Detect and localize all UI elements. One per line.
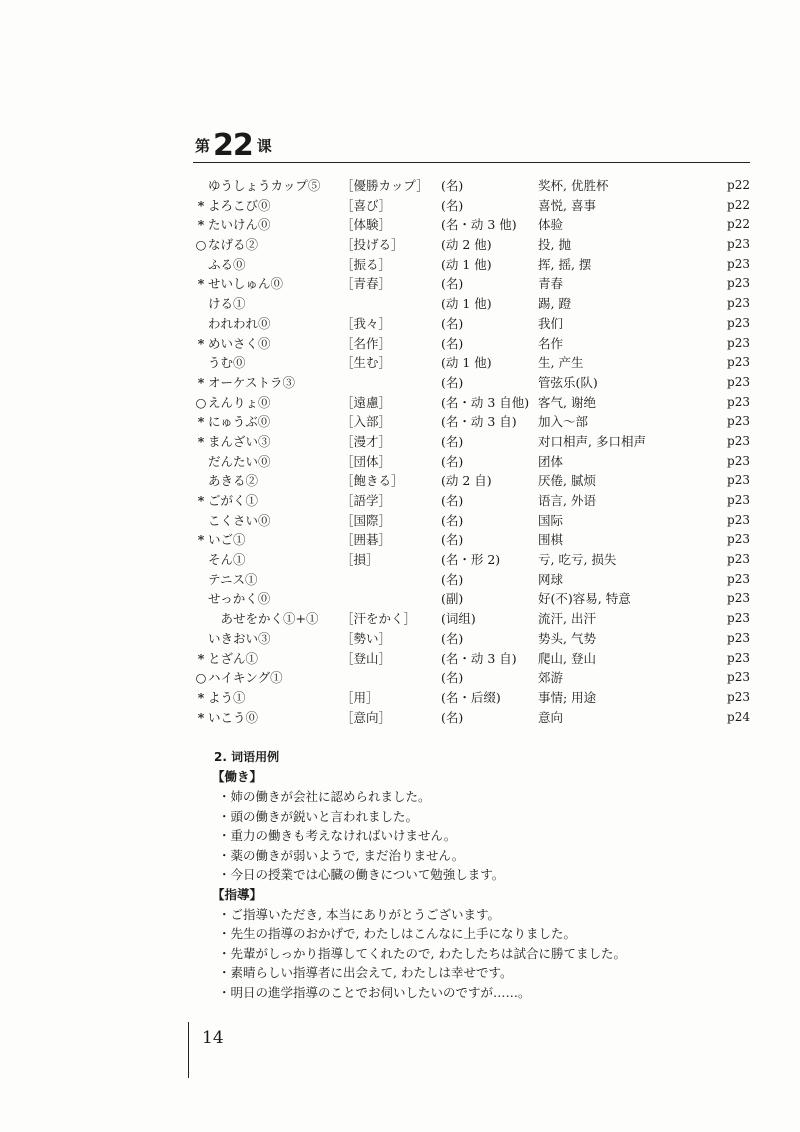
entry-part-of-speech: (动 1 他) [441, 296, 492, 312]
entry-mark: * [197, 689, 205, 705]
lesson-suffix: 课 [256, 137, 272, 155]
entry-part-of-speech: (名・动 3 自) [441, 414, 517, 430]
entry-meaning: 对口相声, 多口相声 [538, 433, 646, 449]
entry-page-ref: p23 [727, 335, 750, 350]
vocab-row [0, 649, 800, 669]
entry-reading: ける① [208, 296, 246, 312]
entry-kanji: ［語学］ [341, 493, 392, 508]
entry-meaning: 事情; 用途 [538, 689, 597, 705]
entry-page-ref: p23 [727, 355, 750, 370]
vocab-row [0, 215, 800, 235]
vocab-row [0, 589, 800, 609]
entry-part-of-speech: (名) [441, 315, 464, 331]
entry-reading: まんざい③ [208, 433, 271, 449]
entry-page-ref: p23 [727, 630, 750, 645]
entry-part-of-speech: (名) [441, 433, 464, 449]
entry-reading: ゆうしょうカップ⑤ [208, 178, 321, 193]
example-sentence: ・先輩がしっかり指導してくれたので, わたしたちは試合に勝てました。 [218, 945, 626, 961]
entry-part-of-speech: (名) [441, 512, 464, 528]
entry-reading: そん① [208, 552, 246, 568]
entry-reading: いこう⓪ [208, 709, 259, 725]
vocab-row [0, 255, 800, 275]
entry-meaning: 国际 [538, 512, 564, 528]
example-sentence: ・今日の授業では心臓の働きについて勉強します。 [218, 867, 505, 882]
entry-part-of-speech: (名) [441, 197, 464, 213]
entry-mark: * [197, 709, 205, 725]
entry-mark: ○ [195, 237, 207, 253]
entry-reading: よう① [208, 689, 246, 705]
entry-part-of-speech: (名) [441, 453, 464, 469]
entry-reading: こくさい⓪ [208, 512, 271, 528]
entry-page-ref: p23 [727, 256, 750, 271]
entry-page-ref: p23 [727, 493, 750, 507]
vocab-row [0, 176, 800, 196]
entry-reading: ハイキング① [208, 670, 283, 686]
entry-meaning: 名作 [538, 335, 564, 351]
entry-part-of-speech: (名) [441, 630, 464, 646]
entry-page-ref: p22 [727, 197, 750, 212]
vocab-row [0, 274, 800, 294]
entry-kanji: ［入部］ [341, 414, 392, 430]
entry-page-ref: p23 [727, 571, 750, 586]
entry-part-of-speech: (名) [441, 276, 464, 292]
vocab-row [0, 314, 800, 334]
lesson-prefix: 第 [195, 137, 211, 155]
entry-meaning: 好(不)容易, 特意 [538, 591, 631, 607]
example-sentence: ・明日の進学指導のことでお伺いしたいのですが……。 [218, 984, 531, 1000]
entry-kanji: ［名作］ [341, 335, 392, 351]
footer-rule [188, 1022, 189, 1078]
entry-meaning: 亏, 吃亏, 损失 [538, 552, 617, 568]
entry-reading: ふる⓪ [208, 256, 246, 272]
entry-reading: にゅうぶ⓪ [208, 414, 271, 430]
entry-kanji: ［損］ [341, 552, 379, 568]
entry-reading: めいさく⓪ [208, 335, 271, 351]
entry-kanji: ［我々］ [341, 315, 392, 331]
entry-kanji: ［優勝カップ］ [341, 178, 429, 193]
entry-reading: だんたい⓪ [208, 453, 271, 469]
page-number: 14 [202, 1028, 224, 1048]
entry-page-ref: p23 [727, 237, 750, 252]
vocab-row [0, 688, 800, 708]
entry-kanji: ［囲碁］ [341, 532, 392, 548]
entry-page-ref: p23 [727, 650, 750, 665]
entry-reading: いご① [208, 532, 246, 548]
entry-meaning: 管弦乐(队) [538, 374, 598, 390]
vocab-row [0, 393, 800, 413]
entry-part-of-speech: (名) [441, 670, 464, 686]
vocabulary-list [0, 176, 800, 727]
entry-page-ref: p22 [727, 217, 750, 232]
entry-part-of-speech: (名) [441, 709, 464, 725]
entry-kanji: ［登山］ [341, 650, 392, 666]
entry-reading: えんりょ⓪ [208, 394, 271, 410]
usage-examples-section [214, 747, 754, 1002]
vocab-row [0, 373, 800, 393]
entry-part-of-speech: (名・动 3 他) [441, 217, 517, 233]
entry-page-ref: p23 [727, 473, 750, 488]
vocab-row [0, 294, 800, 314]
vocab-row [0, 570, 800, 590]
example-sentence: ・ご指導いただき, 本当にありがとうございます。 [218, 906, 500, 922]
example-groups [214, 767, 754, 1002]
entry-page-ref: p23 [727, 512, 750, 527]
entry-part-of-speech: (动 2 他) [441, 237, 492, 253]
entry-page-ref: p23 [727, 689, 750, 704]
entry-meaning: 语言, 外语 [538, 493, 596, 508]
entry-reading: オーケストラ③ [208, 374, 296, 390]
entry-reading: われわれ⓪ [208, 315, 271, 331]
entry-page-ref: p23 [727, 552, 750, 567]
entry-part-of-speech: (动 2 自) [441, 473, 492, 489]
group-heading: 【指導】 [212, 886, 263, 902]
entry-page-ref: p23 [727, 414, 750, 429]
example-sentence: ・先生の指導のおかげで, わたしはこんなに上手になりました。 [218, 926, 576, 941]
entry-meaning: 奖杯, 优胜杯 [538, 178, 609, 193]
entry-meaning: 客气, 谢绝 [538, 394, 596, 410]
group-heading: 【働き】 [212, 769, 263, 784]
entry-reading: あきる② [208, 473, 259, 489]
entry-kanji: ［体験］ [341, 217, 392, 233]
entry-meaning: 挥, 摇, 摆 [538, 256, 592, 272]
entry-meaning: 体验 [538, 217, 564, 233]
entry-mark: * [197, 217, 205, 233]
entry-meaning: 意向 [538, 709, 564, 725]
vocab-row [0, 629, 800, 649]
entry-meaning: 势头, 气势 [538, 630, 596, 646]
entry-mark: * [197, 433, 205, 449]
entry-page-ref: p23 [727, 453, 750, 468]
entry-reading: せっかく⓪ [208, 591, 271, 607]
entry-page-ref: p22 [727, 178, 750, 192]
entry-page-ref: p23 [727, 532, 750, 547]
vocab-row [0, 235, 800, 255]
entry-meaning: 加入～部 [538, 414, 589, 430]
entry-kanji: ［団体］ [341, 453, 392, 469]
vocab-row [0, 708, 800, 728]
entry-reading: なげる② [208, 237, 259, 253]
entry-reading: テニス① [208, 571, 258, 587]
entry-kanji: ［生む］ [341, 355, 392, 371]
vocab-row [0, 452, 800, 472]
entry-page-ref: p23 [727, 276, 750, 291]
entry-meaning: 投, 抛 [538, 237, 571, 253]
entry-meaning: 踢, 蹬 [538, 296, 571, 312]
entry-mark: * [197, 335, 205, 351]
entry-part-of-speech: (名) [441, 335, 464, 351]
entry-page-ref: p23 [727, 296, 750, 311]
vocab-row [0, 609, 800, 629]
entry-page-ref: p24 [727, 709, 750, 724]
vocab-row [0, 550, 800, 570]
vocab-row [0, 471, 800, 491]
entry-mark: * [197, 197, 205, 213]
entry-part-of-speech: (名・形 2) [441, 552, 501, 568]
entry-reading: うむ⓪ [208, 355, 246, 371]
entry-mark: * [197, 532, 205, 548]
entry-part-of-speech: (名・动 3 自他) [441, 394, 530, 410]
header-rule [193, 162, 750, 163]
entry-meaning: 围棋 [538, 532, 564, 548]
entry-kanji: ［振る］ [341, 256, 392, 272]
entry-mark: * [197, 650, 205, 666]
vocab-row [0, 668, 800, 688]
entry-reading: せいしゅん⓪ [208, 276, 284, 292]
entry-meaning: 生, 产生 [538, 355, 584, 371]
entry-meaning: 爬山, 登山 [538, 650, 596, 666]
entry-kanji: ［国際］ [341, 512, 392, 528]
section-title: 2. 词语用例 [214, 750, 280, 764]
entry-mark: * [197, 276, 205, 292]
entry-part-of-speech: (名・动 3 自) [441, 650, 517, 666]
entry-kanji: ［勢い］ [341, 630, 392, 646]
entry-meaning: 郊游 [538, 670, 564, 686]
entry-page-ref: p23 [727, 670, 750, 685]
entry-page-ref: p23 [727, 591, 750, 606]
entry-page-ref: p23 [727, 394, 750, 409]
vocab-row [0, 353, 800, 373]
entry-page-ref: p23 [727, 611, 750, 626]
vocab-row [0, 511, 800, 531]
entry-part-of-speech: (副) [441, 591, 464, 607]
entry-meaning: 厌倦, 腻烦 [538, 473, 596, 489]
lesson-header [195, 128, 272, 163]
entry-part-of-speech: (名) [441, 493, 464, 508]
entry-reading: いきおい③ [208, 630, 271, 646]
entry-kanji: ［漫才］ [341, 433, 392, 449]
vocab-row [0, 432, 800, 452]
entry-kanji: ［青春］ [341, 276, 392, 292]
entry-kanji: ［飽きる］ [341, 473, 404, 489]
entry-reading: とざん① [208, 650, 259, 666]
entry-meaning: 团体 [538, 453, 564, 469]
lesson-number: 22 [213, 128, 253, 163]
entry-reading: たいけん⓪ [208, 217, 271, 233]
entry-part-of-speech: (动 1 他) [441, 256, 492, 272]
entry-part-of-speech: (名) [441, 532, 464, 548]
entry-kanji: ［用］ [341, 689, 379, 705]
entry-reading: あせをかく①+① [208, 611, 319, 627]
entry-meaning: 青春 [538, 276, 564, 292]
vocab-row [0, 196, 800, 216]
entry-part-of-speech: (名) [441, 571, 464, 587]
vocab-row [0, 530, 800, 550]
entry-part-of-speech: (名・后缀) [441, 689, 501, 705]
entry-page-ref: p23 [727, 433, 750, 448]
entry-part-of-speech: (动 1 他) [441, 355, 492, 371]
entry-reading: ごがく① [208, 493, 259, 508]
entry-part-of-speech: (名) [441, 374, 464, 390]
entry-meaning: 网球 [538, 571, 564, 587]
entry-meaning: 喜悦, 喜事 [538, 197, 596, 213]
entry-page-ref: p23 [727, 315, 750, 330]
entry-kanji: ［意向］ [341, 709, 392, 725]
entry-kanji: ［遠慮］ [341, 394, 392, 410]
entry-mark: * [197, 493, 205, 508]
entry-mark: * [197, 374, 205, 390]
entry-reading: よろこび⓪ [208, 197, 271, 213]
entry-part-of-speech: (词组) [441, 611, 476, 627]
example-sentence: ・重力の働きも考えなければいけません。 [218, 828, 457, 843]
entry-meaning: 我们 [538, 315, 564, 331]
entry-kanji: ［喜び］ [341, 197, 392, 213]
example-sentence: ・頭の働きが鋭いと言われました。 [218, 808, 419, 824]
vocab-row [0, 334, 800, 354]
entry-kanji: ［投げる］ [341, 237, 404, 253]
vocab-row [0, 491, 800, 511]
entry-mark: * [197, 414, 205, 430]
entry-page-ref: p23 [727, 374, 750, 389]
example-sentence: ・姉の働きが会社に認められました。 [218, 789, 431, 804]
entry-part-of-speech: (名) [441, 178, 464, 193]
example-sentence: ・薬の働きが弱いようで, まだ治りません。 [218, 847, 465, 863]
entry-mark: ○ [195, 670, 207, 686]
vocab-row [0, 412, 800, 432]
entry-meaning: 流汗, 出汗 [538, 611, 596, 627]
entry-mark: ○ [195, 394, 207, 410]
entry-kanji: ［汗をかく］ [341, 611, 417, 627]
example-sentence: ・素晴らしい指導者に出会えて, わたしは幸せです。 [218, 965, 513, 980]
